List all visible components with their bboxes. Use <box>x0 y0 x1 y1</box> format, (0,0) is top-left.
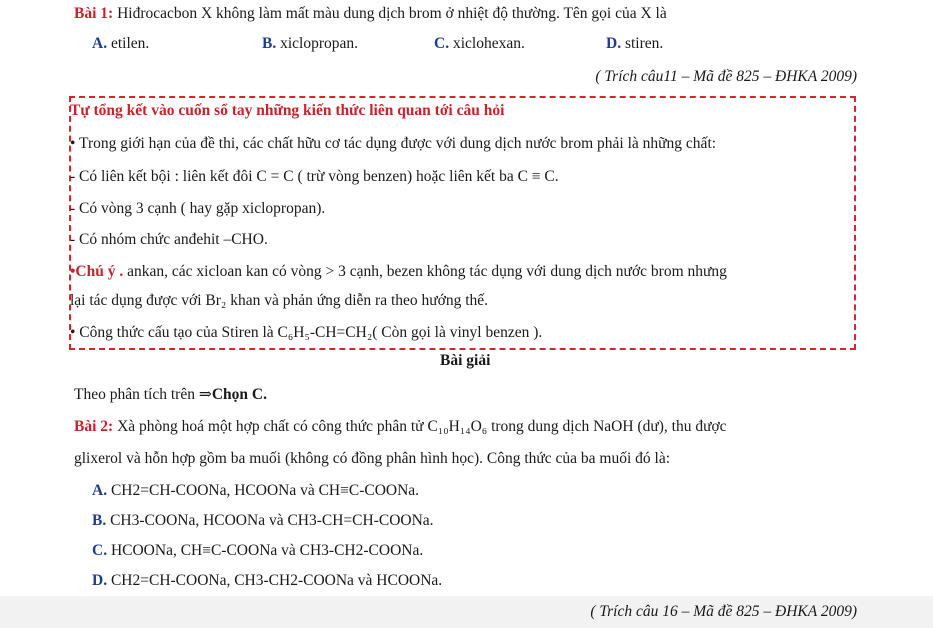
question-2-option-a: A. CH2=CH-COONa, HCOONa và CH≡C-COONa. <box>92 482 420 499</box>
question-1-stem <box>74 5 667 23</box>
knowledge-note-text: ankan, các xicloan kan có vòng > 3 cạnh, bezen không tác dụng với dung dịch nước brom nhưng <box>123 263 727 280</box>
knowledge-bullet-1: • Trong giới hạn của đề thi, các chất hữu cơ tác dụng được với dung dịch nước brom phải là những chất: <box>70 135 717 152</box>
knowledge-item-3: - Có nhóm chức anđehit –CHO. <box>70 231 268 248</box>
question-2-option-d: D. CH2=CH-COONa, CH3-CH2-COONa và HCOONa. <box>92 572 443 589</box>
question-2-option-b: B. CH3-COONa, HCOONa và CH3-CH=CH-COONa. <box>92 512 434 529</box>
knowledge-bullet-3: • Công thức cấu tạo của Stiren là C₆H₅-CH=CH₂( Còn gọi là vinyl benzen ). <box>70 324 543 341</box>
question-1-source: ( Trích câu11 – Mã đề 825 – ĐHKA 2009) <box>595 68 857 85</box>
solution-answer: Chọn C. <box>211 386 267 403</box>
knowledge-item-2: - Có vòng 3 cạnh ( hay gặp xiclopropan). <box>70 200 326 217</box>
question-1-option-b: B. xiclopropan. <box>262 35 359 52</box>
knowledge-item-1: - Có liên kết bội : liên kết đôi C = C ( trừ vòng benzen) hoặc liên kết ba C ≡ C. <box>70 168 559 185</box>
question-2-label: Bài 2: <box>74 418 114 435</box>
question-2-source: ( Trích câu 16 – Mã đề 825 – ĐHKA 2009) <box>590 603 857 620</box>
question-1-option-d: D. stiren. <box>606 35 664 52</box>
knowledge-note-continued: lại tác dụng được với Br₂ khan và phản ứng diễn ra theo hướng thế. <box>70 292 489 309</box>
question-2-text: Xà phòng hoá một hợp chất có công thức phân tử C₁₀H₁₄O₆ trong dung dịch NaOH (dư), thu được <box>113 418 727 435</box>
knowledge-box-title: Tự tổng kết vào cuốn sổ tay những kiến thức liên quan tới câu hỏi <box>70 102 505 119</box>
question-2-stem <box>74 418 727 436</box>
question-2-stem-continued: glixerol và hỗn hợp gồm ba muối (không có đồng phân hình học). Công thức của ba muối đó là: <box>74 450 671 467</box>
question-1-text: Hiđrocacbon X không làm mất màu dung dịch brom ở nhiệt độ thường. Tên gọi của X là <box>113 5 667 22</box>
solution-reasoning: Theo phân tích trên ⇒ <box>74 386 212 403</box>
question-1-option-c: C. xiclohexan. <box>434 35 525 52</box>
solution-heading: Bài giải <box>440 352 491 369</box>
solution-text <box>74 385 267 404</box>
question-1-label: Bài 1: <box>74 5 114 22</box>
knowledge-note <box>70 263 727 281</box>
knowledge-note-label: •Chú ý . <box>70 263 124 280</box>
question-1-option-a: A. etilen. <box>92 35 150 52</box>
question-2-option-c: C. HCOONa, CH≡C-COONa và CH3-CH2-COONa. <box>92 542 424 559</box>
